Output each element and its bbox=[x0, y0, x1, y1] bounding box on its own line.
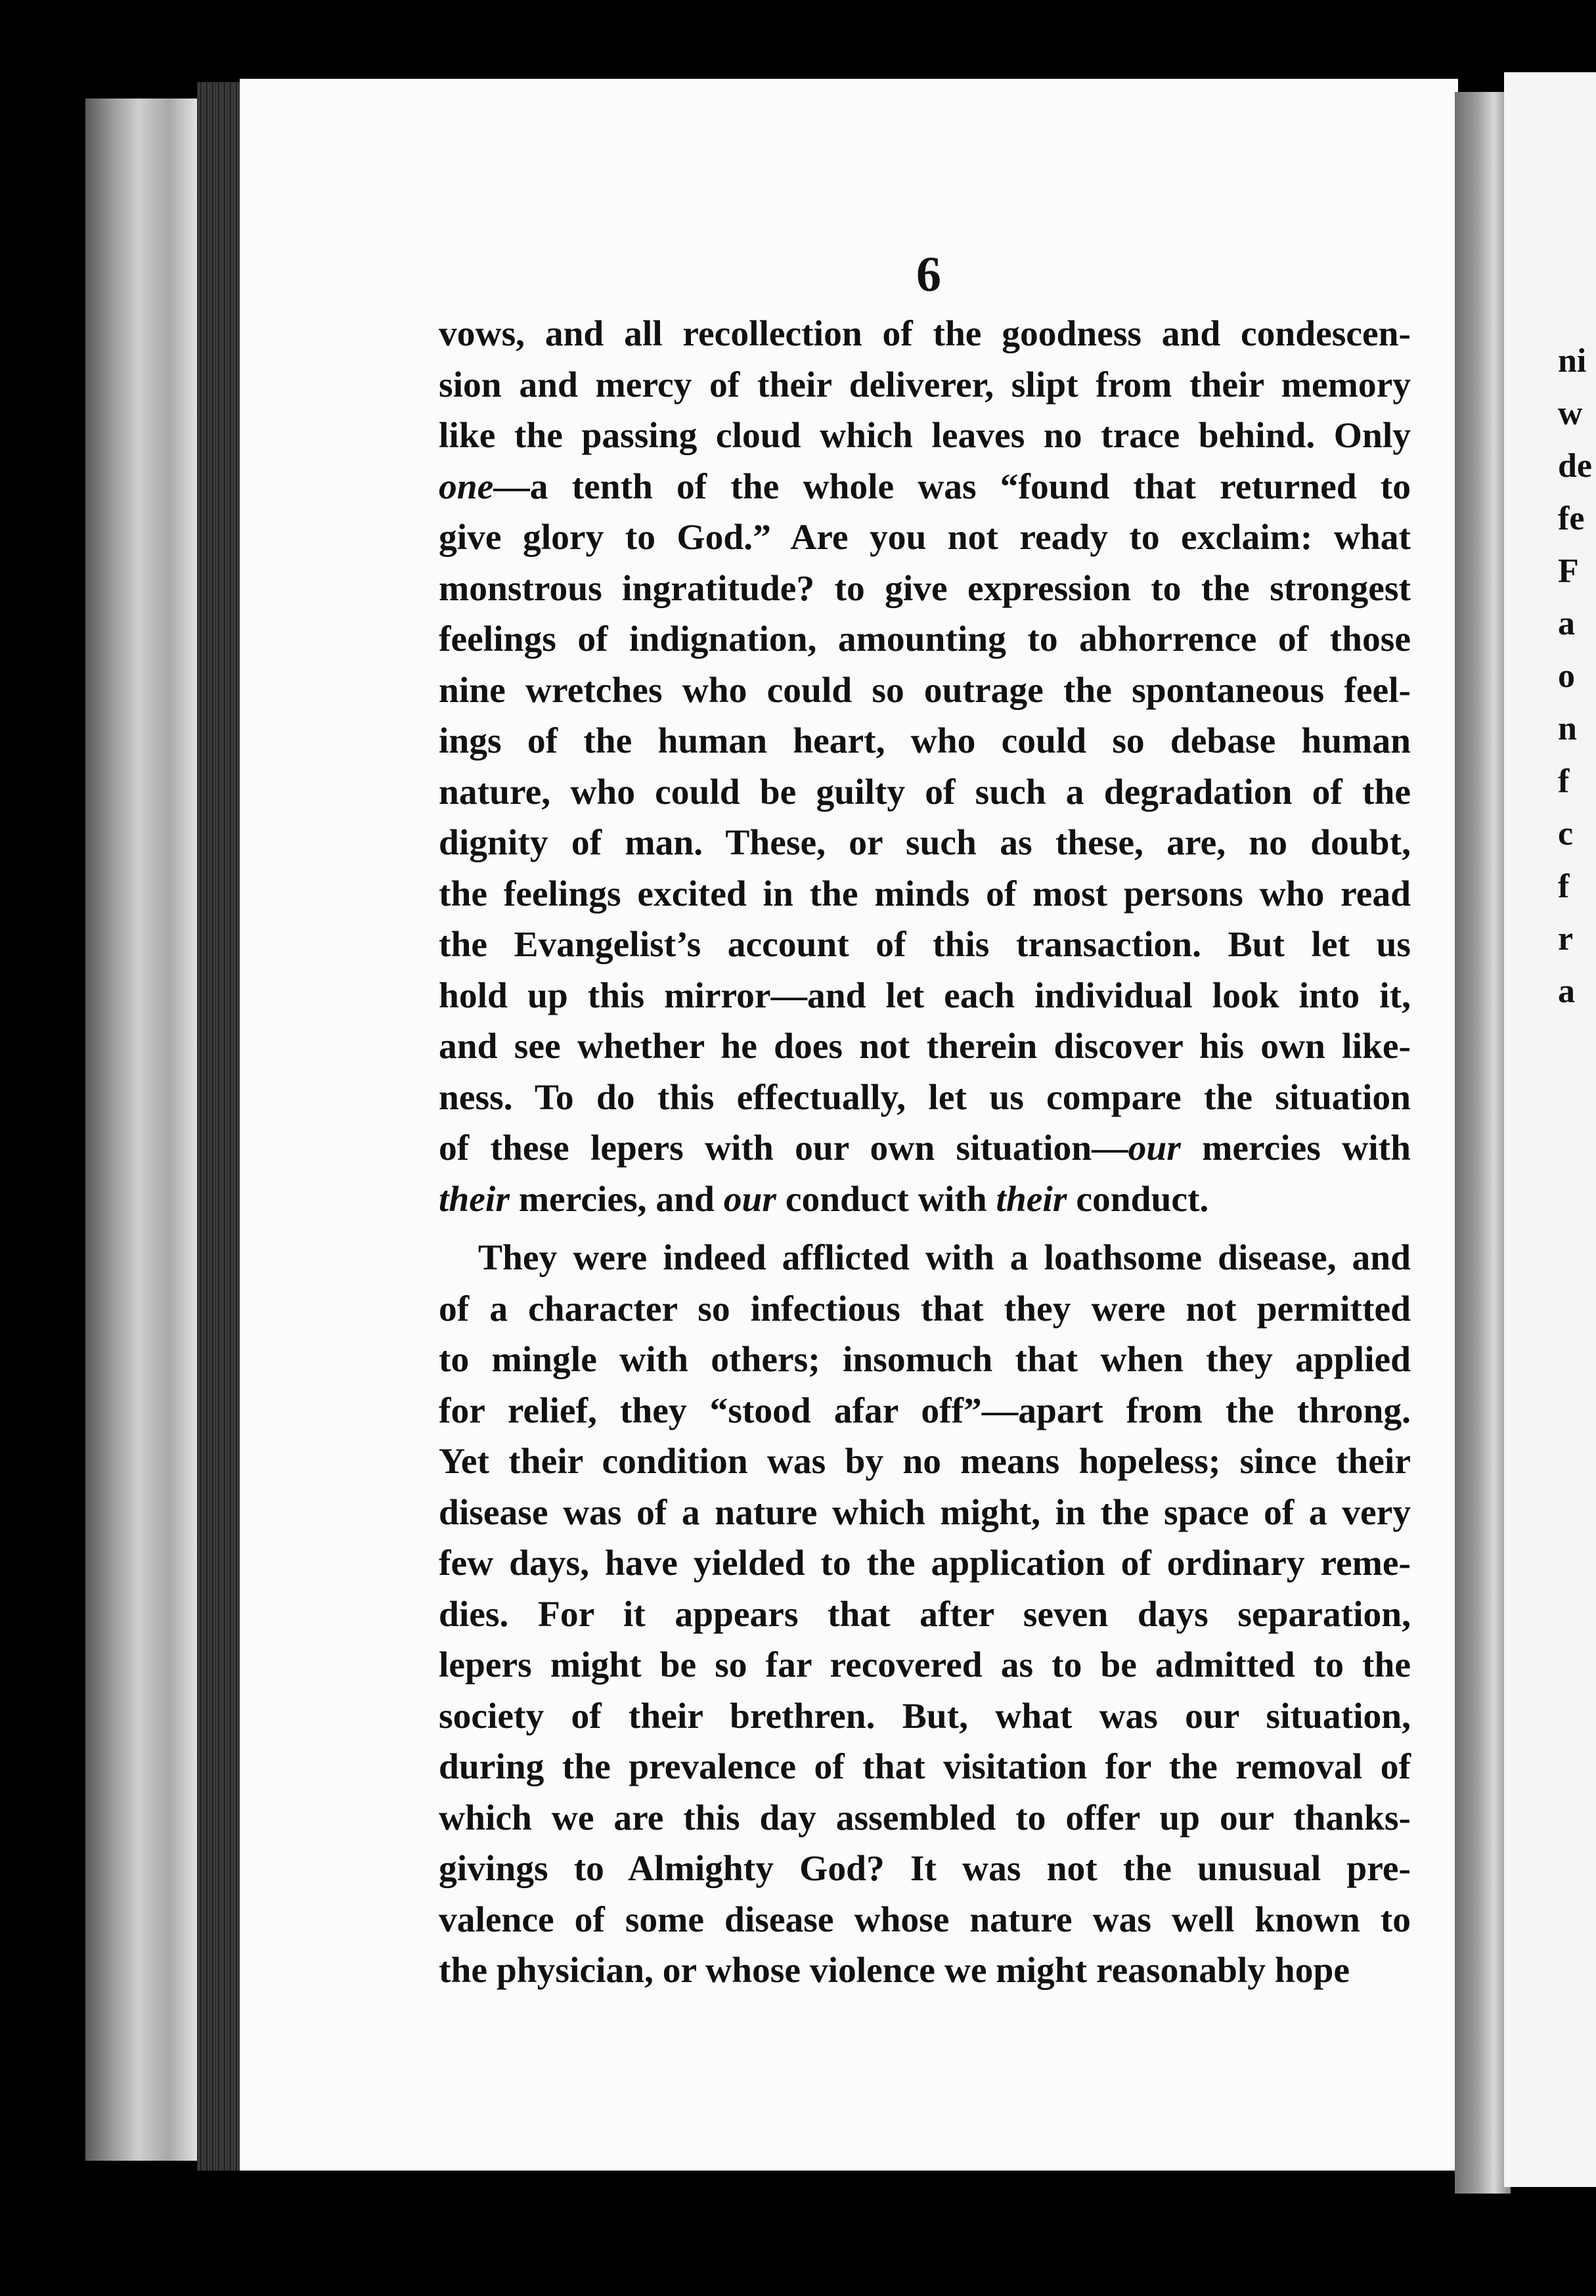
text-line: ings of the human heart, who could so debase human bbox=[439, 721, 1411, 761]
text-line: lepers might be so far recovered as to be admitted to the bbox=[439, 1645, 1411, 1685]
next-page-fragment: f bbox=[1558, 868, 1570, 905]
next-page-fragment: a bbox=[1558, 605, 1575, 642]
paragraph-1 bbox=[439, 309, 1411, 1225]
text-line: valence of some disease whose nature was well known to bbox=[439, 1899, 1411, 1940]
text-line bbox=[439, 1174, 1411, 1225]
text-line: the physician, or whose violence we might reasonably hope bbox=[439, 1951, 1350, 1991]
text-segment: our bbox=[723, 1179, 776, 1220]
text-line: monstrous ingratitude? to give expression to the strongest bbox=[439, 568, 1411, 609]
text-segment: conduct. bbox=[1067, 1179, 1209, 1220]
text-line: to mingle with others; insomuch that when they applied bbox=[439, 1340, 1411, 1380]
text-line: hold up this mirror—and let each individual look into it, bbox=[439, 975, 1411, 1016]
text-line: nature, who could be guilty of such a degradation of the bbox=[439, 772, 1411, 812]
page-body-text bbox=[439, 309, 1411, 1997]
text-line: for relief, they “stood afar off”—apart from the throng. bbox=[439, 1390, 1411, 1431]
text-segment: —a tenth of the whole was “found that returned to bbox=[493, 466, 1411, 507]
next-page-fragment: c bbox=[1558, 815, 1574, 852]
text-line: disease was of a nature which might, in the space of a very bbox=[439, 1492, 1411, 1533]
text-line: few days, have yielded to the application of ordinary reme- bbox=[439, 1543, 1411, 1583]
text-line: Yet their condition was by no means hopeless; since their bbox=[439, 1442, 1411, 1482]
text-line: the feelings excited in the minds of most persons who read bbox=[439, 873, 1411, 914]
text-line: nine wretches who could so outrage the spontaneous feel- bbox=[439, 670, 1411, 711]
next-page-fragment: F bbox=[1558, 552, 1579, 590]
text-segment: their bbox=[439, 1179, 510, 1220]
next-page-fragment: r bbox=[1558, 920, 1574, 958]
text-line: during the prevalence of that visitation for the removal of bbox=[439, 1747, 1411, 1787]
next-page-sliver bbox=[1504, 72, 1596, 2187]
text-segment: conduct with bbox=[776, 1179, 996, 1220]
text-segment: mercies with bbox=[1180, 1128, 1411, 1168]
text-line bbox=[439, 462, 1411, 513]
text-segment: their bbox=[996, 1179, 1067, 1220]
text-line: of a character so infectious that they were not permitted bbox=[439, 1289, 1411, 1329]
page-number: 6 bbox=[916, 247, 941, 302]
text-line: givings to Almighty God? It was not the unusual pre- bbox=[439, 1849, 1411, 1889]
text-line: society of their brethren. But, what was our situation, bbox=[439, 1696, 1411, 1736]
next-page-fragment: de bbox=[1558, 447, 1592, 485]
text-line: and see whether he does not therein discover his own like- bbox=[439, 1027, 1411, 1067]
page-gutter-shadow bbox=[1455, 92, 1511, 2194]
text-line: the Evangelist’s account of this transaction. But let us bbox=[439, 925, 1411, 965]
text-segment: one bbox=[439, 466, 494, 507]
book-spine-edge bbox=[197, 82, 243, 2171]
text-segment: of these lepers with our own situation— bbox=[439, 1128, 1128, 1168]
text-line: They were indeed afflicted with a loathsome disease, and bbox=[478, 1238, 1411, 1278]
next-page-fragment: ni bbox=[1558, 342, 1587, 380]
text-segment: our bbox=[1128, 1128, 1181, 1168]
next-page-fragment: a bbox=[1558, 973, 1575, 1010]
text-line bbox=[439, 1123, 1411, 1174]
text-line: ness. To do this effectually, let us compare the situation bbox=[439, 1077, 1411, 1118]
next-page-text-fragments bbox=[1558, 335, 1592, 1018]
next-page-fragment: n bbox=[1558, 710, 1577, 747]
text-segment: mercies, and bbox=[509, 1179, 724, 1220]
next-page-fragment: o bbox=[1558, 657, 1575, 695]
text-line: dignity of man. These, or such as these, are, no doubt, bbox=[439, 823, 1411, 863]
next-page-fragment: f bbox=[1558, 762, 1570, 800]
text-line: sion and mercy of their deliverer, slipt from their memory bbox=[439, 364, 1411, 405]
next-page-fragment: fe bbox=[1558, 500, 1585, 537]
text-line: dies. For it appears that after seven days separation, bbox=[439, 1594, 1411, 1635]
next-page-fragment: w bbox=[1558, 395, 1583, 432]
paragraph-2 bbox=[439, 1233, 1411, 1997]
text-line: which we are this day assembled to offer up our thanks- bbox=[439, 1798, 1411, 1838]
text-line: give glory to God.” Are you not ready to exclaim: what bbox=[439, 518, 1411, 558]
text-line: like the passing cloud which leaves no trace behind. Only bbox=[439, 416, 1411, 456]
text-line: vows, and all recollection of the goodness and condescen- bbox=[439, 314, 1411, 354]
text-line: feelings of indignation, amounting to abhorrence of those bbox=[439, 619, 1411, 659]
